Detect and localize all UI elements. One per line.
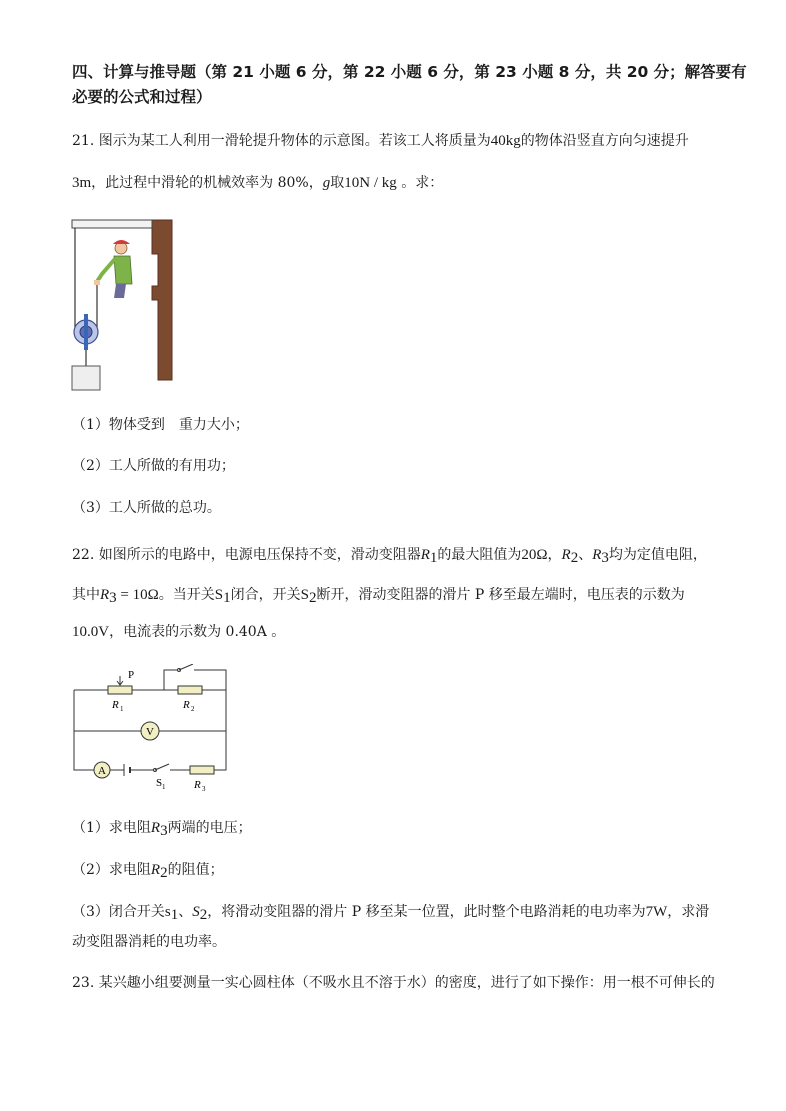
section-heading-line1: 四、计算与推导题（第 21 小题 6 分，第 22 小题 6 分，第 23 小题 8 分，共 20 分；解答要有 — [72, 63, 747, 81]
label-r2-sub: 2 — [191, 705, 195, 713]
label-a: A — [98, 765, 106, 777]
q22-text-j: ，电流表的示数为 0.40A 。 — [109, 624, 286, 640]
worker-hand — [94, 280, 100, 285]
resistor-r2 — [178, 686, 202, 694]
worker-legs — [114, 284, 126, 298]
q22-sub3-s2sub: 2 — [199, 907, 208, 923]
label-r3: R — [194, 779, 201, 791]
q22-sub3-line2: 动变阻器消耗的电功率。 — [72, 934, 226, 950]
q22-sub1-r: R — [150, 820, 161, 836]
q22-r3-value: = 10Ω — [116, 587, 159, 603]
q22-text-e: 均为定值电阻， — [608, 547, 707, 563]
q22-sub3-b: ，将滑动变阻器的滑片 P 移至某一位置，此时整个电路消耗的电功率为 — [207, 904, 646, 920]
q22-sub3-s2: S — [192, 904, 200, 920]
label-r3-sub: 3 — [202, 785, 206, 793]
q21-line2 — [72, 173, 443, 193]
wire-top-mid — [132, 670, 178, 690]
switch-s2-lever — [179, 664, 193, 670]
q22-s1: S — [214, 587, 224, 603]
q22-r2-sub: 2 — [570, 550, 579, 566]
q22-text-b: 的最大阻值为 — [437, 547, 522, 563]
q22-r3-sub: 3 — [601, 550, 609, 566]
q23-line1: 23. 某兴趣小组要测量一实心圆柱体（不吸水且不溶于水）的密度，进行了如下操作：用一根不可伸长的 — [72, 975, 715, 991]
worker-shirt — [114, 256, 132, 284]
ceiling-beam — [72, 220, 152, 228]
q22-r3: R — [592, 547, 602, 563]
q22-text-g: 。当开关 — [158, 587, 215, 603]
section-heading-line2: 必要的公式和过程） — [72, 88, 212, 106]
q22-sub3-s1sub: 1 — [170, 907, 179, 923]
q22-text-i: 断开，滑动变阻器的滑片 P 移至最左端时，电压表的示数为 — [316, 587, 685, 603]
q22-sub2-a: （2）求电阻 — [72, 862, 151, 878]
q22-sub1-rsub: 3 — [160, 823, 168, 839]
q21-g-value: 10N / kg — [344, 175, 397, 191]
wall-structure — [152, 220, 172, 380]
q22-sub2-b: 的阻值； — [167, 862, 224, 878]
switch-s1-lever — [155, 764, 169, 770]
q21-height: 3m — [72, 175, 92, 191]
q22-sub1 — [72, 818, 252, 841]
q22-sub3-mid: 、 — [178, 904, 193, 920]
label-v: V — [146, 726, 154, 738]
label-r2: R — [183, 699, 190, 711]
wire-left — [74, 690, 94, 770]
label-s1-sub: 1 — [162, 783, 166, 791]
q21-text-e: 。求： — [396, 175, 444, 191]
label-r1: R — [112, 699, 119, 711]
weight-block — [72, 366, 100, 390]
q22-r1: R — [420, 547, 430, 563]
q22-text-d: 、 — [578, 547, 593, 563]
q22-sub2-r: R — [150, 862, 161, 878]
q21-mass: 40kg — [490, 133, 521, 149]
q22-power: 7W — [645, 904, 668, 920]
q22-r3-eq-sub: 3 — [109, 590, 117, 606]
worker-arm — [98, 260, 114, 280]
q21-text-a: 21. 图示为某工人利用一滑轮提升物体的示意图。若该工人将质量为 — [72, 133, 491, 149]
q21-sub3: （3）工人所做的总功。 — [72, 500, 221, 516]
q22-text-f: 其中 — [72, 587, 100, 603]
q22-voltage: 10.0V — [72, 624, 110, 640]
q22-sub3-line1 — [72, 902, 709, 925]
label-s1: S — [156, 777, 163, 789]
q22-r1-max: 20Ω — [521, 547, 548, 563]
q22-r2: R — [561, 547, 571, 563]
q22-text-h: 闭合，开关 — [230, 587, 301, 603]
wire-right — [194, 670, 226, 770]
q21-line1 — [72, 131, 689, 151]
q22-line1 — [72, 545, 707, 568]
q22-sub3-c: ，求滑 — [667, 904, 710, 920]
q22-sub2 — [72, 860, 224, 883]
q21-text-c: ，此过程中滑轮的机械效率为 80%， — [91, 175, 323, 191]
q22-sub1-b: 两端的电压； — [167, 820, 252, 836]
label-r1-sub: 1 — [120, 705, 124, 713]
q22-s1-sub: 1 — [223, 590, 231, 606]
q21-text-b: 的物体沿竖直方向匀速提升 — [520, 133, 689, 149]
q22-r3-eq: R — [100, 587, 110, 603]
q22-line3 — [72, 622, 285, 642]
circuit-diagram — [66, 664, 236, 794]
q21-text-d: 取 — [330, 175, 345, 191]
slider-p-arrow — [117, 676, 123, 685]
q22-s2-sub: 2 — [308, 590, 317, 606]
q22-sub2-rsub: 2 — [160, 865, 168, 881]
worker-cap — [113, 240, 130, 244]
q22-r1-sub: 1 — [429, 550, 438, 566]
rheostat-r1 — [108, 686, 132, 694]
q22-text-a: 22. 如图所示的电路中，电源电压保持不变，滑动变阻器 — [72, 547, 421, 563]
pulley-frame — [84, 314, 88, 350]
q22-sub3-s1: s — [164, 904, 171, 920]
q22-sub1-a: （1）求电阻 — [72, 820, 151, 836]
q22-line2 — [72, 585, 685, 608]
q21-sub2: （2）工人所做的有用功； — [72, 458, 235, 474]
q22-text-c: ， — [547, 547, 562, 563]
resistor-r3 — [190, 766, 214, 774]
pulley-figure — [66, 214, 178, 394]
q21-g-symbol: g — [322, 175, 331, 191]
q21-sub1: （1）物体受到 重力大小； — [72, 417, 249, 433]
label-p: P — [128, 669, 135, 681]
q22-s2: S — [300, 587, 309, 603]
q22-sub3-a: （3）闭合开关 — [72, 904, 165, 920]
